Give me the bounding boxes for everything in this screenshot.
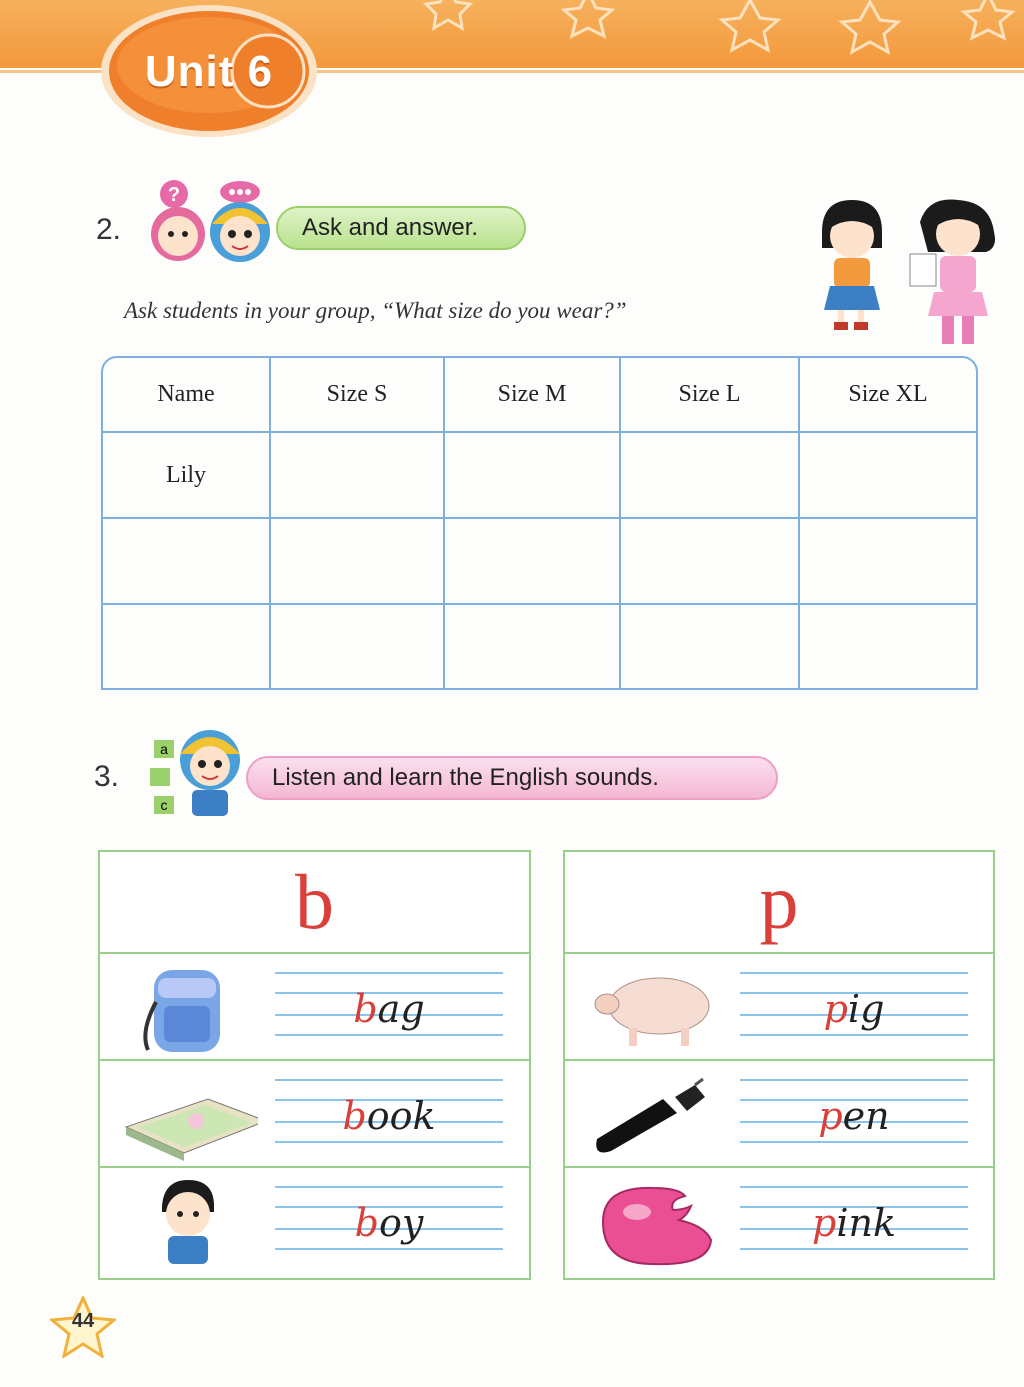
table-row bbox=[103, 604, 976, 688]
svg-text:a: a bbox=[160, 741, 168, 757]
section-3-title: Listen and learn the English sounds. bbox=[246, 756, 778, 800]
book-icon bbox=[118, 1069, 258, 1161]
table-cell[interactable] bbox=[270, 518, 444, 604]
word-row bbox=[100, 1166, 529, 1273]
word-row bbox=[565, 1059, 993, 1166]
word-boy: boy bbox=[354, 1201, 424, 1245]
table-cell[interactable] bbox=[270, 432, 444, 518]
word-row bbox=[565, 1166, 993, 1273]
table-cell[interactable] bbox=[270, 604, 444, 688]
table-cell[interactable] bbox=[799, 518, 976, 604]
column-header: Size XL bbox=[799, 358, 976, 432]
column-header: Size L bbox=[620, 358, 799, 432]
page-number: 44 bbox=[71, 1310, 95, 1332]
table-row bbox=[103, 518, 976, 604]
table-cell[interactable] bbox=[620, 604, 799, 688]
word-book: book bbox=[342, 1094, 436, 1138]
word-pink: pink bbox=[812, 1201, 896, 1245]
word-pen: pen bbox=[818, 1094, 890, 1138]
table-cell[interactable]: Lily bbox=[103, 432, 270, 518]
table-cell[interactable] bbox=[620, 432, 799, 518]
svg-text:c: c bbox=[160, 797, 168, 813]
table-cell[interactable] bbox=[103, 518, 270, 604]
column-header: Name bbox=[103, 358, 270, 432]
table-cell[interactable] bbox=[799, 432, 976, 518]
phonics-box-b bbox=[98, 850, 531, 1280]
unit-title: Unit 6 bbox=[144, 47, 274, 96]
table-row bbox=[103, 432, 976, 518]
section-2-title: Ask and answer. bbox=[276, 206, 526, 250]
cartoon-kids-icon bbox=[140, 176, 292, 262]
pig-icon bbox=[583, 962, 723, 1054]
word-row bbox=[100, 952, 529, 1059]
table-header-row bbox=[103, 358, 976, 432]
word-row bbox=[565, 952, 993, 1059]
backpack-icon bbox=[118, 962, 258, 1054]
pink-blob-icon bbox=[583, 1176, 723, 1268]
word-bag: bag bbox=[353, 987, 425, 1031]
two-girls-illustration bbox=[808, 192, 1004, 354]
column-header: Size M bbox=[444, 358, 620, 432]
pen-icon bbox=[583, 1069, 723, 1161]
section-2-number: 2. bbox=[96, 213, 122, 246]
section-3-number: 3. bbox=[94, 760, 120, 793]
table-cell[interactable] bbox=[103, 604, 270, 688]
phonics-box-p bbox=[563, 850, 995, 1280]
table-cell[interactable] bbox=[444, 518, 620, 604]
word-row bbox=[100, 1059, 529, 1166]
letter-heading: p bbox=[759, 858, 799, 945]
table-cell[interactable] bbox=[799, 604, 976, 688]
table-cell[interactable] bbox=[620, 518, 799, 604]
letter-heading: b bbox=[295, 858, 334, 945]
instruction-text: Ask students in your group, “What size do you wear?” bbox=[124, 298, 627, 323]
abc-kid-icon bbox=[150, 724, 262, 820]
boy-icon bbox=[118, 1176, 258, 1268]
word-pig: pig bbox=[823, 987, 885, 1031]
table-cell[interactable] bbox=[444, 604, 620, 688]
table-cell[interactable] bbox=[444, 432, 620, 518]
column-header: Size S bbox=[270, 358, 444, 432]
size-survey-table bbox=[101, 356, 978, 690]
svg-text:?: ? bbox=[167, 184, 181, 206]
